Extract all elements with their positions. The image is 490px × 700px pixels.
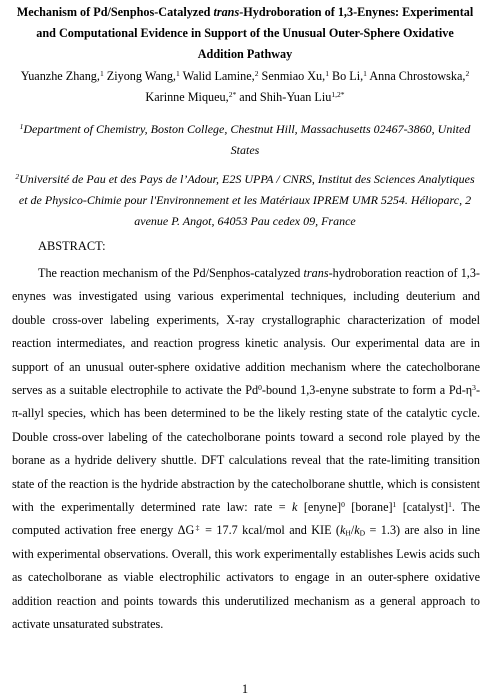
author: Bo Li,$^1$ (332, 68, 367, 83)
author: Karinne Miqueu,$^{2*}$ (145, 89, 237, 104)
abstract-body: The reaction mechanism of the Pd/Senphos-catalyzed trans-hydroboration reaction of 1,3-enynes was investigated using various experimental techniques, including deuterium and double cross-over labeling experiments, X-ray crystallographic characterization of model reaction intermediates, and reaction progress kinetic analysis. Our experimental data are in support of an unusual outer-sphere oxidative addition mechanism where the catecholborane serves as a suitable electrophile to activate the Pd$^0$-bound 1,3-enyne substrate to form a $Pd-\eta^3-\pi$-allyl species, which has been determined to be the likely resting state of the catalytic cycle. Double cross-over labeling of the catecholborane points toward a second role played by the borane as a hydride delivery shuttle. DFT calculations reveal that the rate-limiting transition state of the reaction is the hydride abstraction by the catecholborane shuttle, which is consistent with the experimentally determined rate law: rate = k [enyne]$^0$ [borane]$^1$ [catalyst]$^1$. The computed activation free energy ΔG‡ = 17.7 kcal/mol and KIE $(k_H/k_D = 1.3)$ are also in line with experimental observations. Overall, this work experimentally establishes Lewis acids such as catecholborane as viable electrophilic activators to engage in an outer-sphere oxidative addition reaction and points towards this underutilized mechanism as a general approach to activate unsaturated substrates. (12, 266, 481, 632)
title-text: Mechanism of Pd/Senphos-Catalyzed (16, 5, 214, 19)
author: and Shih-Yuan Liu$^{1,2*}$ (239, 89, 345, 104)
page-number: 1 (241, 682, 249, 696)
author: Anna Chrostowska,$^2$ (369, 68, 470, 83)
author: Yuanzhe Zhang,$^1$ (20, 68, 104, 83)
author: Ziyong Wang,$^1$ (106, 68, 180, 83)
paper-title (14, 2, 476, 65)
affiliation-1: $^1$Department of Chemistry, Boston College, Chestnut Hill, Massachusetts 02467-3860, United States (19, 121, 471, 157)
abstract-heading: ABSTRACT: (38, 239, 106, 253)
affiliation-2: $^2$Université de Pau et des Pays de l’Adour, E2S UPPA / CNRS, Institut des Sciences Analytiques et de Physico-Chimie pour l'Environnement et les Matériaux IPREM UMR 5254. Hélioparc, 2 avenue P. Angot, 64053 Pau cedex 09, France (15, 171, 475, 228)
author: Senmiao Xu,$^1$ (261, 68, 329, 83)
author: Walid Lamine,$^2$ (182, 68, 259, 83)
title-italic-text: trans (213, 5, 240, 19)
title-text-rest: -Hydroboration of 1,3-Enynes: Experimental and Computational Evidence in Support of the Unusual Outer-Sphere Oxidative Addition Pathway (36, 5, 474, 61)
author-list (14, 66, 476, 108)
